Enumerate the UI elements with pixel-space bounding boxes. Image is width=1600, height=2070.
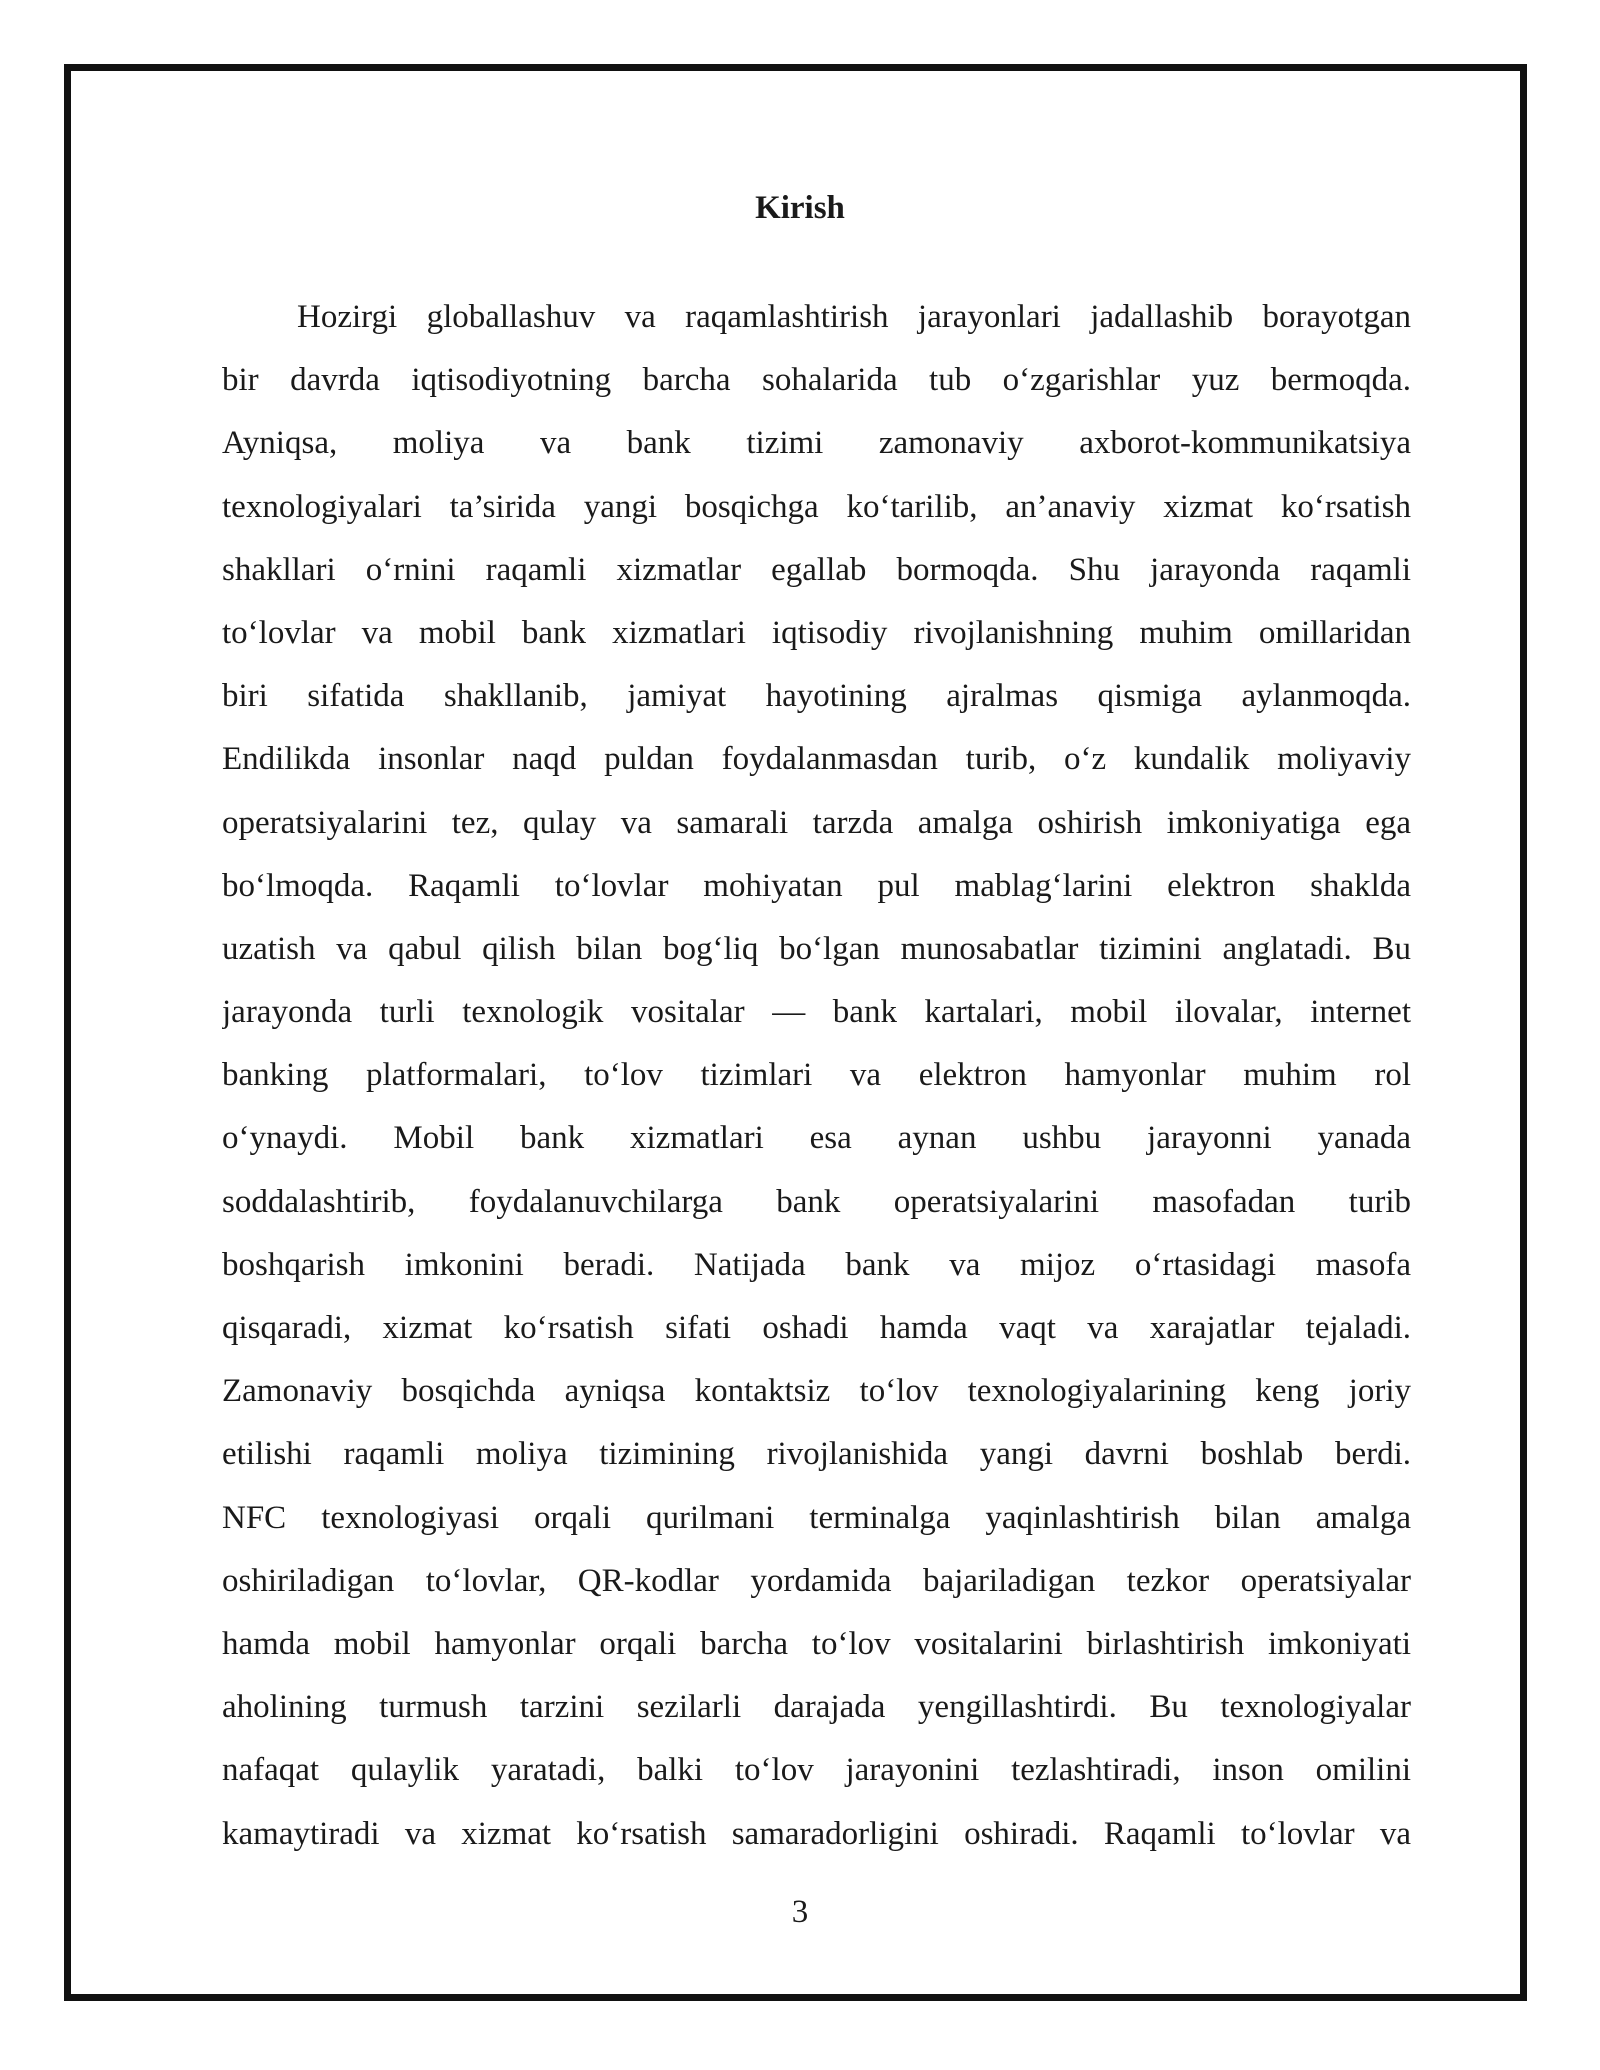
paragraph-line: uzatish va qabul qilish bilan bog‘liq bo‘lgan munosabatlar tizimini anglatadi. Bu bbox=[222, 930, 1411, 967]
paragraph-line: o‘ynaydi. Mobil bank xizmatlari esa aynan ushbu jarayonni yanada bbox=[222, 1120, 1411, 1157]
paragraph-line: qisqaradi, xizmat ko‘rsatish sifati oshadi hamda vaqt va xarajatlar tejaladi. bbox=[222, 1310, 1411, 1346]
paragraph-line: NFC texnologiyasi orqali qurilmani terminalga yaqinlashtirish bilan amalga bbox=[222, 1499, 1411, 1536]
page-number: 3 bbox=[791, 1894, 809, 1930]
paragraph-line: hamda mobil hamyonlar orqali barcha to‘lov vositalarini birlashtirish imkoniyati bbox=[222, 1625, 1411, 1662]
paragraph-line: Hozirgi globallashuv va raqamlashtirish jarayonlari jadallashib borayotgan bbox=[297, 299, 1411, 335]
paragraph-line: to‘lovlar va mobil bank xizmatlari iqtisodiy rivojlanishning muhim omillaridan bbox=[222, 614, 1411, 651]
paragraph-line: biri sifatida shakllanib, jamiyat hayotining ajralmas qismiga aylanmoqda. bbox=[222, 678, 1411, 715]
paragraph-line: etilishi raqamli moliya tizimining rivojlanishida yangi davrni boshlab berdi. bbox=[222, 1436, 1411, 1473]
paragraph-line: Zamonaviy bosqichda ayniqsa kontaktsiz to‘lov texnologiyalarining keng joriy bbox=[222, 1373, 1411, 1410]
page-title: Kirish bbox=[755, 190, 845, 226]
paragraph-line: Endilikda insonlar naqd puldan foydalanmasdan turib, o‘z kundalik moliyaviy bbox=[222, 741, 1411, 778]
paragraph-line: banking platformalari, to‘lov tizimlari va elektron hamyonlar muhim rol bbox=[222, 1057, 1411, 1094]
paragraph-line: kamaytiradi va xizmat ko‘rsatish samaradorligini oshiradi. Raqamli to‘lovlar va bbox=[222, 1815, 1411, 1852]
paragraph-line: bir davrda iqtisodiyotning barcha sohalarida tub o‘zgarishlar yuz bermoqda. bbox=[222, 362, 1411, 399]
paragraph-line: operatsiyalarini tez, qulay va samarali tarzda amalga oshirish imkoniyatiga ega bbox=[222, 804, 1411, 841]
paragraph-line: boshqarish imkonini beradi. Natijada bank va mijoz o‘rtasidagi masofa bbox=[222, 1246, 1411, 1283]
paragraph-line: jarayonda turli texnologik vositalar — bank kartalari, mobil ilovalar, internet bbox=[222, 994, 1411, 1031]
paragraph-line: nafaqat qulaylik yaratadi, balki to‘lov jarayonini tezlashtiradi, inson omilini bbox=[222, 1752, 1411, 1789]
body-paragraph bbox=[222, 286, 1411, 1866]
paragraph-line: aholining turmush tarzini sezilarli darajada yengillashtirdi. Bu texnologiyalar bbox=[222, 1689, 1411, 1726]
paragraph-line: bo‘lmoqda. Raqamli to‘lovlar mohiyatan pul mablag‘larini elektron shaklda bbox=[222, 867, 1411, 904]
paragraph-line: soddalashtirib, foydalanuvchilarga bank operatsiyalarini masofadan turib bbox=[222, 1183, 1411, 1220]
paragraph-line: shakllari o‘rnini raqamli xizmatlar egallab bormoqda. Shu jarayonda raqamli bbox=[222, 551, 1411, 588]
paragraph-line: oshiriladigan to‘lovlar, QR-kodlar yordamida bajariladigan tezkor operatsiyalar bbox=[222, 1562, 1411, 1599]
paragraph-line: texnologiyalari ta’sirida yangi bosqichga ko‘tarilib, an’anaviy xizmat ko‘rsatish bbox=[222, 488, 1411, 525]
paragraph-line: Ayniqsa, moliya va bank tizimi zamonaviy axborot-kommunikatsiya bbox=[222, 425, 1411, 462]
